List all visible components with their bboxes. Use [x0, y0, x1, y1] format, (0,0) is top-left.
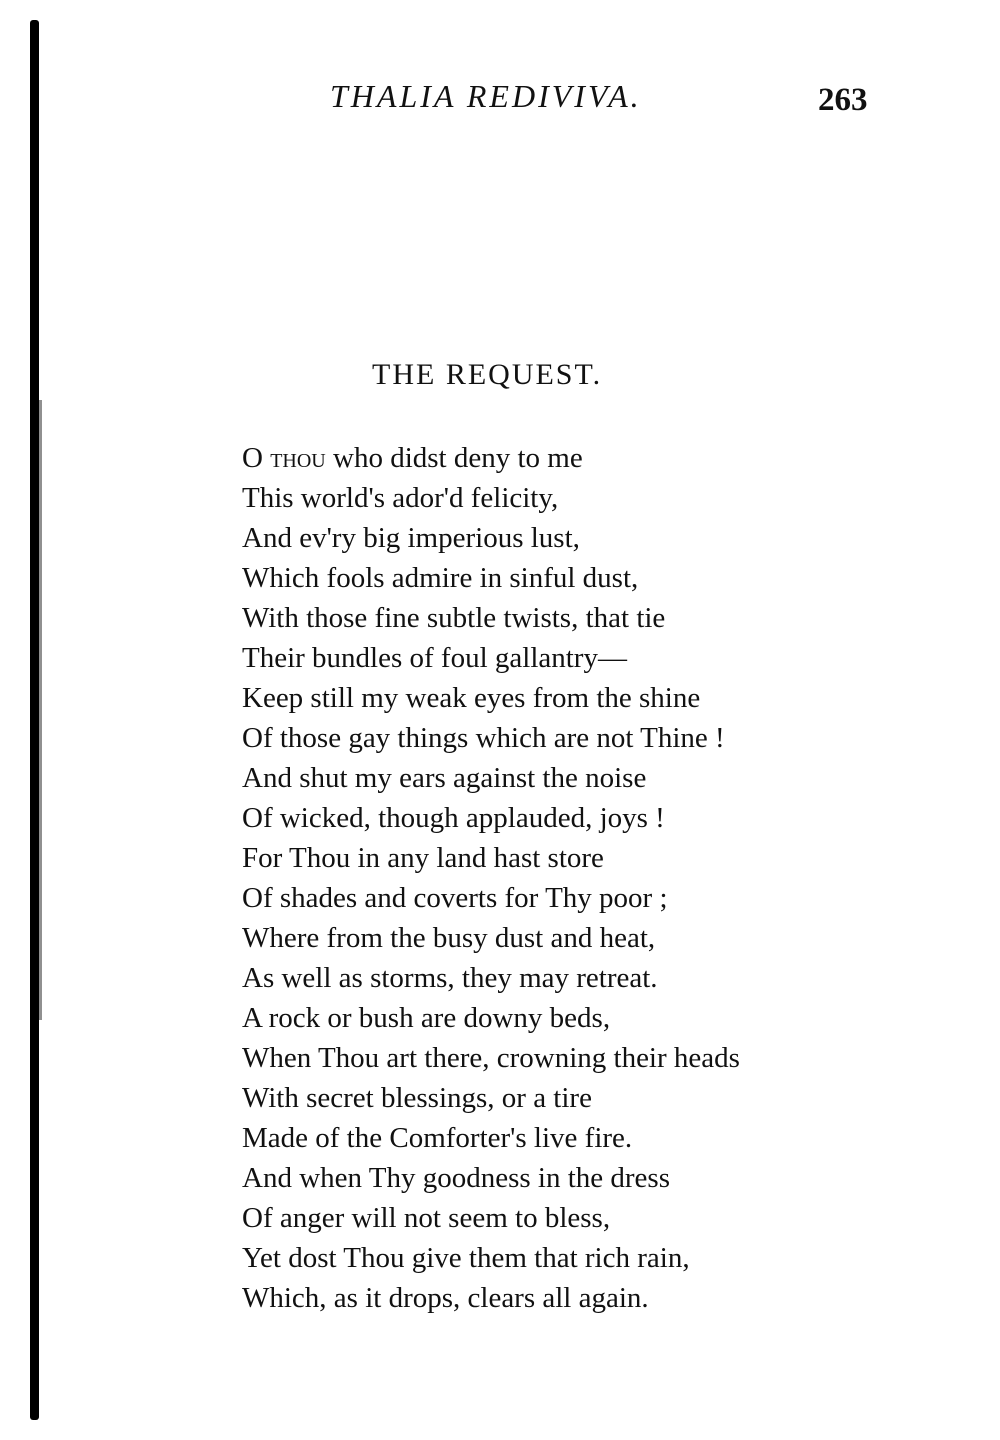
poem-body [242, 438, 740, 1318]
poem-line-initial: O [242, 442, 271, 474]
poem-line: Made of the Comforter's live fire. [242, 1122, 633, 1154]
poem-line: As well as storms, they may retreat. [242, 962, 658, 994]
poem-line: Which, as it drops, clears all again. [242, 1282, 649, 1314]
poem-title: THE REQUEST. [372, 358, 603, 391]
poem-line: Of wicked, though applauded, joys ! [242, 802, 665, 834]
poem-line: Of shades and coverts for Thy poor ; [242, 882, 668, 914]
poem-line: And shut my ears against the noise [242, 762, 647, 794]
poem-line: Of those gay things which are not Thine ! [242, 722, 725, 754]
page-number: 263 [818, 82, 868, 118]
poem-line: With those fine subtle twists, that tie [242, 602, 666, 634]
poem-line-rest: who didst deny to me [325, 442, 583, 474]
poem-line: Yet dost Thou give them that rich rain, [242, 1242, 690, 1274]
poem-line: A rock or bush are downy beds, [242, 1002, 611, 1034]
poem-line: Keep still my weak eyes from the shine [242, 682, 701, 714]
poem-line: And ev'ry big imperious lust, [242, 522, 580, 554]
poem-line: Where from the busy dust and heat, [242, 922, 656, 954]
poem-line: With secret blessings, or a tire [242, 1082, 592, 1114]
poem-line: Of anger will not seem to bless, [242, 1202, 611, 1234]
poem-line: This world's ador'd felicity, [242, 482, 559, 514]
poem-line: For Thou in any land hast store [242, 842, 604, 874]
poem-line-smallcaps: thou [270, 442, 326, 474]
poem-line: When Thou art there, crowning their heads [242, 1042, 740, 1074]
poem-line [242, 438, 740, 478]
poem-line: And when Thy goodness in the dress [242, 1162, 670, 1194]
poem-line: Which fools admire in sinful dust, [242, 562, 639, 594]
running-head: THALIA REDIVIVA. [330, 78, 642, 114]
poem-line: Their bundles of foul gallantry— [242, 642, 627, 674]
page-binding-edge [30, 20, 39, 1420]
